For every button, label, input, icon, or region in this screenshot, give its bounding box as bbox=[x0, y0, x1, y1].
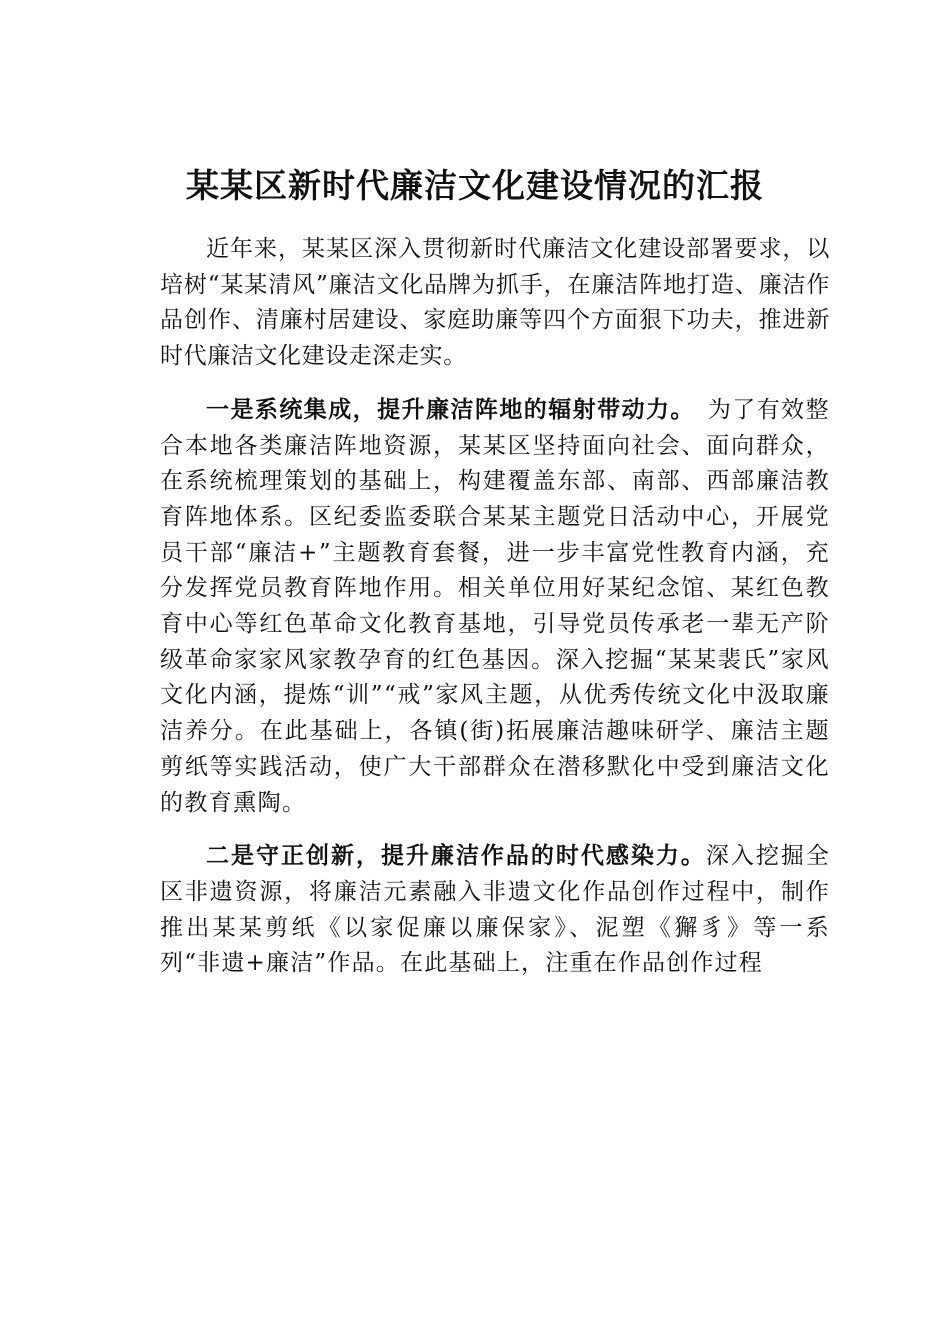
section-2-text: 深入挖掘全区非遗资源，将廉洁元素融入非遗文化作品创作过程中，制作推出某某剪纸《以家促廉以廉保家》、泥塑《獬豸》等一系列“非遗+廉洁”作品。在此基础上，注重在作品创作过程 bbox=[160, 843, 831, 977]
section-1-text: 为了有效整合本地各类廉洁阵地资源，某某区坚持面向社会、面向群众，在系统梳理策划的基础上，构建覆盖东部、南部、西部廉洁教育阵地体系。区纪委监委联合某某主题党日活动中心，开展党员干部“廉洁+”主题教育套餐，进一步丰富党性教育内涵，充分发挥党员教育阵地作用。相关单位用好某纪念馆、某红色教育中心等红色革命文化教育基地，引导党员传承老一辈无产阶级革命家家风家教孕育的红色基因。深入挖掘“某某裴氏”家风文化内涵，提炼“训”“戒”家风主题，从优秀传统文化中汲取廉洁养分。在此基础上，各镇(街)拓展廉洁趣味研学、廉洁主题剪纸等实践活动，使广大干部群众在潜移默化中受到廉洁文化的教育熏陶。 bbox=[160, 396, 830, 816]
paragraph-section-1 bbox=[160, 393, 830, 821]
paragraph-intro bbox=[160, 232, 830, 375]
section-1-heading: 一是系统集成，提升廉洁阵地的辐射带动力。 bbox=[206, 396, 684, 423]
section-2-heading: 二是守正创新，提升廉洁作品的时代感染力。 bbox=[206, 843, 706, 870]
paragraph-intro-text: 近年来，某某区深入贯彻新时代廉洁文化建设部署要求，以培树“某某清风”廉洁文化品牌为抓手，在廉洁阵地打造、廉洁作品创作、清廉村居建设、家庭助廉等四个方面狠下功夫，推进新时代廉洁文化建设走深走实。 bbox=[160, 236, 830, 370]
paragraph-section-2 bbox=[160, 839, 830, 982]
document-body bbox=[160, 232, 830, 982]
document-title: 某某区新时代廉洁文化建设情况的汇报 bbox=[186, 166, 764, 205]
